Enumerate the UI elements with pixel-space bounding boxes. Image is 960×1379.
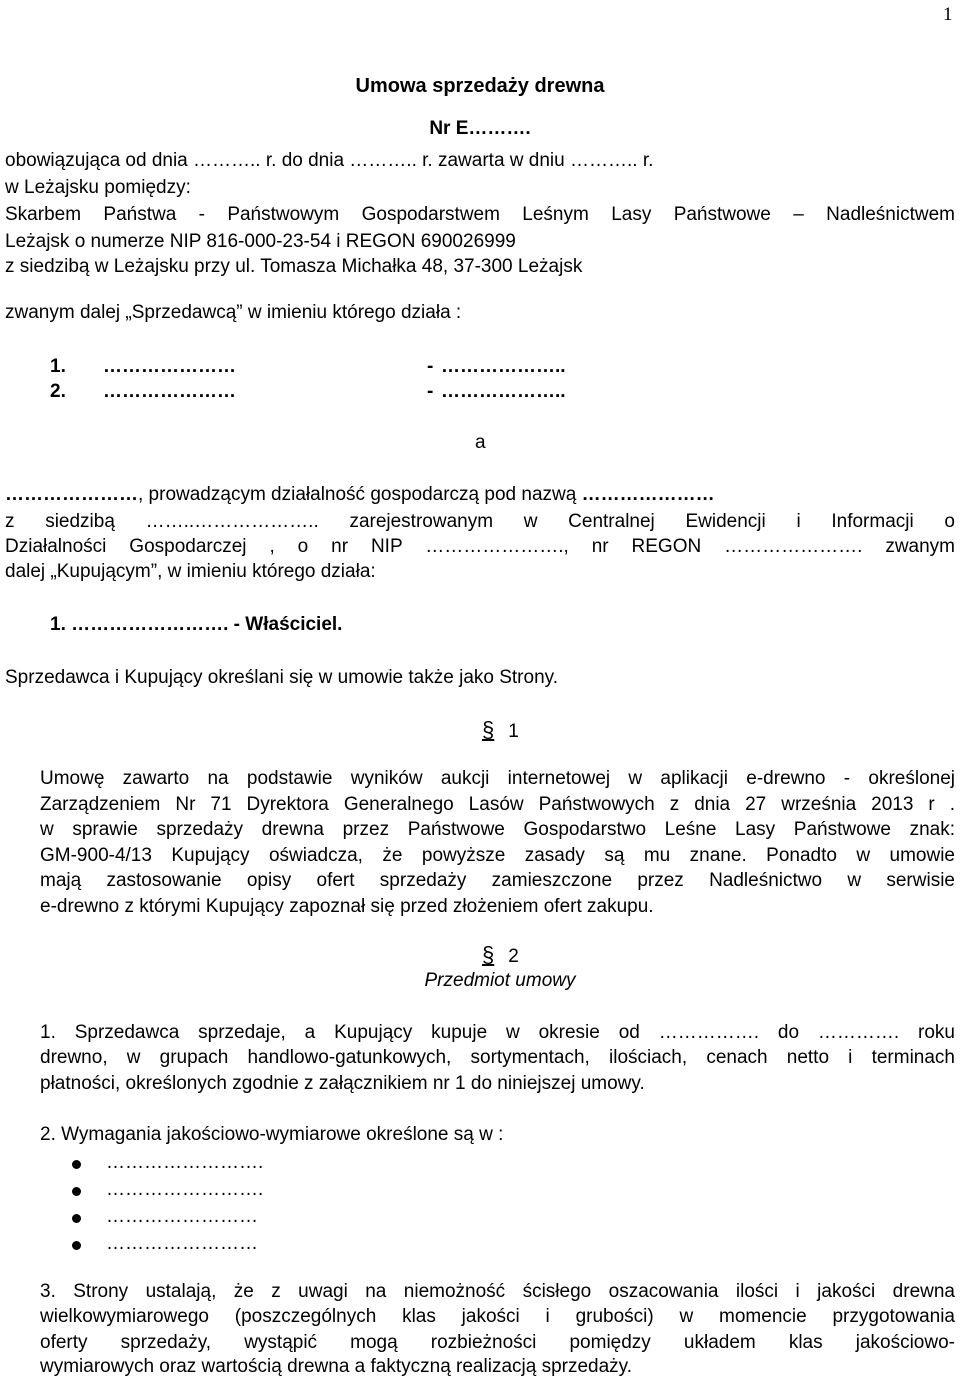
seller-word: Państwowym (227, 204, 340, 225)
place-line: w Leżajsku pomiędzy: (5, 177, 191, 198)
seller-word: Nadleśnictwem (826, 204, 955, 225)
section1-text-line: w sprawie sprzedaży drewna przez Państwowe Gospodarstwo Leśne Lasy Państwowe znak: (40, 819, 955, 840)
document-title: Umowa sprzedaży drewna (355, 75, 605, 97)
section2-p3-line: 3. Strony ustalają, że z uwagi na niemożność ścisłego oszacowania ilości i jakości drewna (40, 1281, 955, 1302)
buyer-company-placeholder: ………………… (581, 484, 715, 505)
section1-text-line: Umowę zawarto na podstawie wyników aukcji internetowej w aplikacji e-drewno - określonej (40, 768, 955, 789)
buyer-line-1 (5, 484, 715, 506)
section-symbol (482, 942, 519, 970)
seller-name-line (5, 204, 955, 226)
seller-word: Państwowe (673, 204, 771, 225)
seller-rep-separator: - (427, 356, 434, 377)
seller-designation: zwanym dalej „Sprzedawcą” w imieniu którego działa : (5, 302, 462, 323)
seller-word: Gospodarstwem (361, 204, 500, 225)
seller-address-line: z siedzibą w Leżajsku przy ul. Tomasza Michałka 48, 37-300 Leżajsk (5, 256, 583, 277)
seller-rep-number: 1. (50, 356, 66, 377)
section1-text-line: e-drewno z którymi Kupujący zapoznał się przed złożeniem ofert zakupu. (40, 896, 654, 917)
seller-rep-separator: - (427, 381, 434, 402)
bullet-item: ……………………. (106, 1152, 264, 1173)
section2-p3-line: wymiarowych oraz wartością drewna a faktyczną realizacją sprzedaży. (40, 1356, 633, 1377)
contract-number: Nr E………. (429, 118, 531, 139)
section2-p3-line: wielkowymiarowego (poszczególnych klas jakości i grubości) w momencie przygotowania (40, 1306, 955, 1327)
seller-word: Skarbem (5, 204, 82, 225)
section1-text-line: Zarządzeniem Nr 71 Dyrektora Generalnego Lasów Państwowych z dnia 27 września 2013 r . (40, 794, 955, 815)
bullet-item: …………………… (106, 1233, 258, 1254)
section2-p2: 2. Wymagania jakościowo-wymiarowe określone są w : (40, 1124, 504, 1145)
seller-rep-name: ………………… (103, 356, 236, 377)
buyer-representative: 1. ……………………. - Właściciel. (50, 614, 343, 635)
seller-rep-number: 2. (50, 381, 66, 402)
buyer-activity-text: , prowadzącym działalność gospodarczą pod nazwą (138, 484, 582, 505)
bullet-dot (72, 1241, 81, 1250)
conjunction-a: a (475, 432, 486, 453)
section1-text-line: GM-900-4/13 Kupujący oświadcza, że powyższe zasady są mu znane. Ponadto w umowie (40, 845, 955, 866)
section1-text-line: mają zastosowanie opisy ofert sprzedaży zamieszczone przez Nadleśnictwo w serwisie (40, 870, 955, 891)
bullet-item: ……………………. (106, 1179, 264, 1200)
bullet-dot (72, 1214, 81, 1223)
page-number: 1 (943, 4, 953, 25)
buyer-line-4: dalej „Kupującym”, w imieniu którego działa: (5, 561, 376, 582)
seller-word: – (793, 204, 804, 225)
seller-word: Lasy (611, 204, 652, 225)
seller-rep-role: ……………….. (441, 381, 566, 402)
buyer-line-2: z siedzibą ……..……………….. zarejestrowanym w Centralnej Ewidencji i Informacji o (5, 511, 955, 532)
seller-word: Leśnym (522, 204, 589, 225)
paragraph-sign: § (482, 717, 495, 742)
section2-p1-line: 1. Sprzedawca sprzedaje, a Kupujący kupuje w okresie od ……………. do …………. roku (40, 1022, 955, 1043)
seller-word: Państwa (103, 204, 177, 225)
seller-word: - (198, 204, 205, 225)
section-number: 1 (508, 721, 519, 742)
buyer-line-3: Działalności Gospodarczej , o nr NIP …………………., nr REGON …………………. zwanym (5, 536, 955, 557)
buyer-name-placeholder: ………………… (5, 484, 138, 505)
parties-definition: Sprzedawca i Kupujący określani się w umowie także jako Strony. (5, 667, 559, 688)
paragraph-sign: § (482, 942, 495, 967)
section2-p1-line: płatności, określonych zgodnie z załącznikiem nr 1 do niniejszej umowy. (40, 1073, 645, 1094)
validity-line: obowiązująca od dnia ……….. r. do dnia ……….. r. zawarta w dniu ……….. r. (5, 150, 654, 171)
section2-p3-line: oferty sprzedaży, wystąpić mogą rozbieżności pomiędzy układem klas jakościowo- (40, 1332, 955, 1353)
bullet-dot (72, 1187, 81, 1196)
section-symbol (482, 717, 519, 745)
bullet-dot (72, 1160, 81, 1169)
bullet-item: …………………… (106, 1206, 258, 1227)
section2-p1-line: drewno, w grupach handlowo-gatunkowych, sortymentach, ilościach, cenach netto i terminach (40, 1047, 955, 1068)
seller-nip-line: Leżajsk o numerze NIP 816-000-23-54 i REGON 690026999 (5, 231, 516, 252)
section-number: 2 (508, 946, 519, 967)
seller-rep-role: ……………….. (441, 356, 566, 377)
section2-heading: Przedmiot umowy (424, 970, 576, 991)
seller-rep-name: ………………… (103, 381, 236, 402)
